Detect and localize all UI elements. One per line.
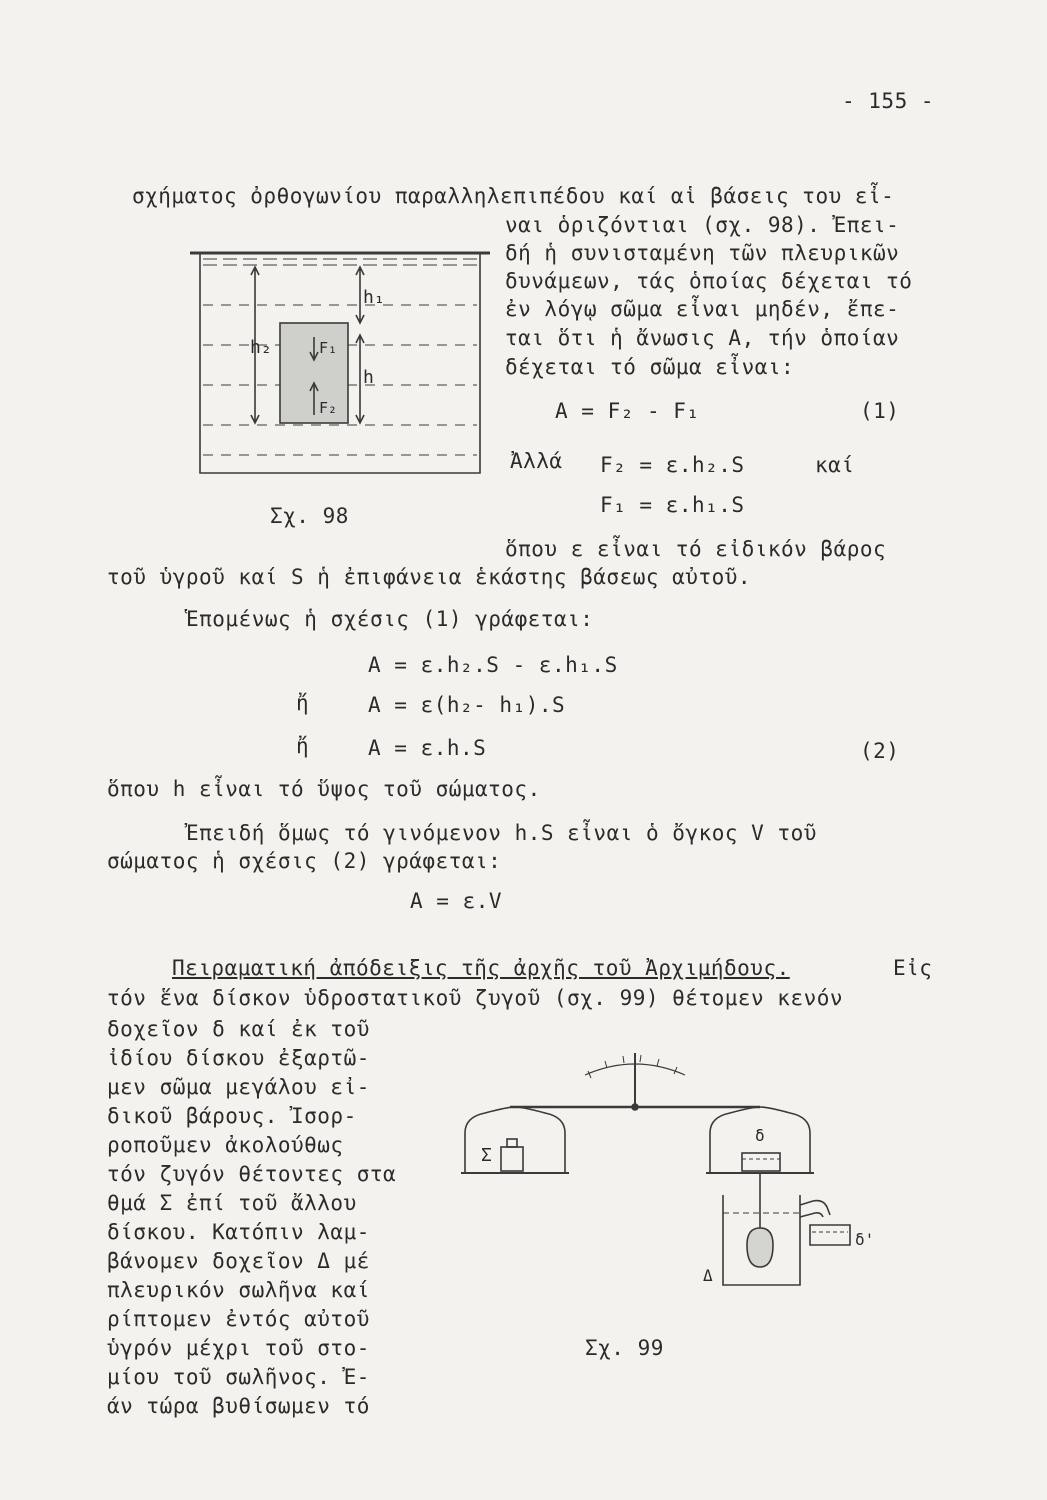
text-line: άν τώρα βυθίσωμεν τό xyxy=(107,1394,370,1418)
fig99-label-delta-prime: δ' xyxy=(855,1230,875,1249)
text-line: Ἐπειδή ὅμως τό γινόμενον h.S εἶναι ὁ ὄγκος V τοῦ xyxy=(186,821,817,845)
text-line: ὑγρόν μέχρι τοῦ στο- xyxy=(107,1336,370,1360)
kai-word: καί xyxy=(815,453,855,477)
text-line: δοχεῖον δ καί ἐκ τοῦ xyxy=(107,1017,370,1041)
equation-a1: Α = ε.h₂.S - ε.h₁.S xyxy=(368,653,618,677)
section-title: Πειραματική ἀπόδειξις τῆς ἀρχῆς τοῦ Ἀρχιμήδους. xyxy=(172,956,790,980)
eta-word: ἤ xyxy=(296,734,310,758)
page-number: - 155 - xyxy=(842,89,935,113)
text-line: ναι ὁριζόντιαι (σχ. 98). Ἐπει- xyxy=(505,213,900,237)
text-line: ἰδίου δίσκου ἐξαρτῶ- xyxy=(107,1046,370,1070)
text-line: θμά Σ ἐπί τοῦ ἄλλου xyxy=(107,1191,357,1215)
text-line: μεν σῶμα μεγάλου εἰ- xyxy=(107,1075,370,1099)
equation-a2: Α = ε(h₂- h₁).S xyxy=(368,693,566,717)
text-line: δέχεται τό σῶμα εἶναι: xyxy=(505,355,795,379)
text-line: δίσκου. Κατόπιν λαμ- xyxy=(107,1220,370,1244)
text-line: δή ἡ συνισταμένη τῶν πλευρικῶν xyxy=(505,241,900,265)
text-line: σώματος ἡ σχέσις (2) γράφεται: xyxy=(107,849,502,873)
fig98-label-h1: h₁ xyxy=(363,287,385,308)
text-line: ἐν λόγῳ σῶμα εἶναι μηδέν, ἔπε- xyxy=(505,297,900,321)
fig98-label-f1: F₁ xyxy=(319,339,338,357)
figure-99 xyxy=(455,1045,895,1305)
equation-1-number: (1) xyxy=(860,399,900,423)
alla-word: Ἀλλά xyxy=(510,449,563,473)
text-line: Ἑπομένως ἡ σχέσις (1) γράφεται: xyxy=(186,607,594,631)
text-line: βάνομεν δοχεῖον Δ μέ xyxy=(107,1249,370,1273)
text-line: ροποῦμεν ἀκολούθως xyxy=(107,1133,344,1157)
text-line: ὅπου h εἶναι τό ὕψος τοῦ σώματος. xyxy=(107,777,541,801)
text-line: πλευρικόν σωλῆνα καί xyxy=(107,1278,370,1302)
text-line: μίου τοῦ σωλῆνος. Ἐ- xyxy=(107,1365,370,1389)
text-line: τόν ζυγόν θέτοντες στα xyxy=(107,1162,397,1186)
text-line: σχήματος ὀρθογωνίου παραλληλεπιπέδου καί αἱ βάσεις του εἶ- xyxy=(132,184,895,208)
equation-f1: F₁ = ε.h₁.S xyxy=(600,493,745,517)
fig99-label-sigma: Σ xyxy=(481,1145,492,1166)
text-line: τοῦ ὑγροῦ καί S ἡ ἐπιφάνεια ἑκάστης βάσεως αὐτοῦ. xyxy=(107,565,752,589)
text-line: ται ὅτι ἡ ἄνωσις Α, τήν ὁποίαν xyxy=(505,326,900,350)
eta-word: ἤ xyxy=(296,691,310,715)
equation-2-number: (2) xyxy=(860,739,900,763)
text-line: τόν ἕνα δίσκον ὑδροστατικοῦ ζυγοῦ (σχ. 99) θέτομεν κενόν xyxy=(107,986,844,1010)
equation-a3: Α = ε.h.S xyxy=(368,736,487,760)
fig98-caption: Σχ. 98 xyxy=(270,504,349,528)
equation-1: Α = F₂ - F₁ xyxy=(555,399,700,423)
fig98-label-h2: h₂ xyxy=(250,337,272,358)
fig98-label-f2: F₂ xyxy=(319,399,338,417)
text-line: ὅπου ε εἶναι τό εἰδικόν βάρος xyxy=(505,537,887,561)
fig99-label-delta-small: δ xyxy=(755,1126,765,1145)
text-line: δυνάμεων, τάς ὁποίας δέχεται τό xyxy=(505,269,913,293)
section-title-cont: Εἰς xyxy=(893,956,933,980)
figure-98 xyxy=(185,245,495,485)
text-line: ρίπτομεν ἐντός αὐτοῦ xyxy=(107,1307,370,1331)
fig99-caption: Σχ. 99 xyxy=(585,1336,664,1360)
equation-final: Α = ε.V xyxy=(410,889,503,913)
equation-f2: F₂ = ε.h₂.S xyxy=(600,453,745,477)
fig98-label-h: h xyxy=(363,367,374,388)
text-line: δικοῦ βάρους. Ἰσορ- xyxy=(107,1104,357,1128)
fig99-label-delta-big: Δ xyxy=(703,1266,713,1285)
